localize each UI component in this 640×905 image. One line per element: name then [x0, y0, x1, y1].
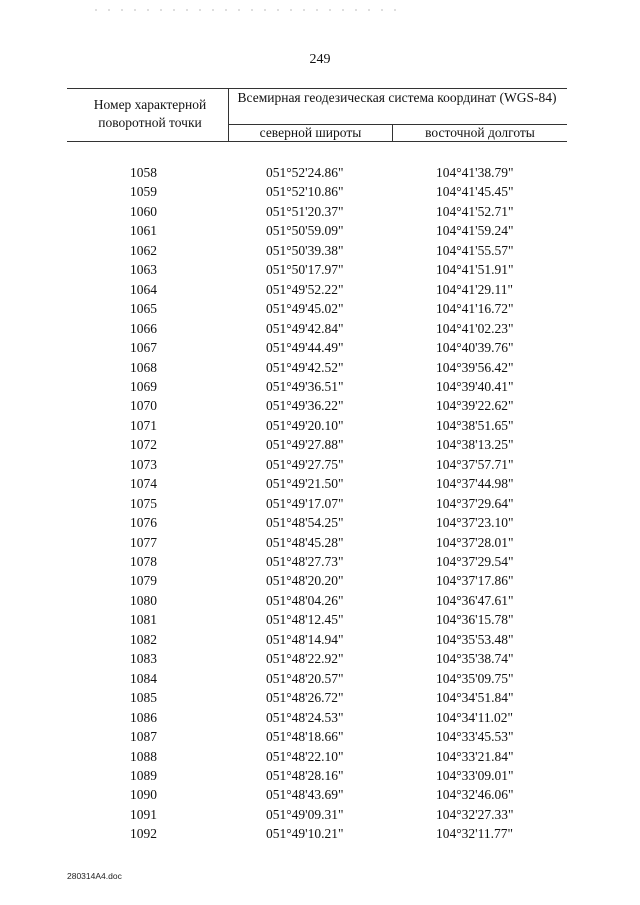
longitude-value: 104°36'47.61" [436, 592, 514, 608]
table-row [0, 649, 640, 668]
table-row [0, 338, 640, 357]
longitude-value: 104°41'59.24" [436, 223, 514, 239]
longitude-value: 104°39'56.42" [436, 359, 514, 375]
point-number: 1061 [130, 223, 157, 239]
longitude-value: 104°41'45.45" [436, 184, 514, 200]
table-row [0, 455, 640, 474]
longitude-value: 104°34'51.84" [436, 690, 514, 706]
longitude-value: 104°41'51.91" [436, 262, 514, 278]
point-number: 1075 [130, 495, 157, 511]
table-row [0, 260, 640, 279]
point-number: 1068 [130, 359, 157, 375]
longitude-value: 104°35'09.75" [436, 670, 514, 686]
point-number: 1082 [130, 631, 157, 647]
latitude-value: 051°48'54.25" [266, 515, 344, 531]
point-number: 1080 [130, 592, 157, 608]
latitude-value: 051°48'12.45" [266, 612, 344, 628]
point-number: 1086 [130, 709, 157, 725]
table-row [0, 805, 640, 824]
point-number: 1089 [130, 767, 157, 783]
point-number: 1072 [130, 437, 157, 453]
latitude-value: 051°48'22.92" [266, 651, 344, 667]
point-number: 1083 [130, 651, 157, 667]
longitude-column-header: восточной долготы [425, 125, 535, 140]
point-number: 1088 [130, 748, 157, 764]
longitude-value: 104°35'38.74" [436, 651, 514, 667]
latitude-value: 051°50'17.97" [266, 262, 344, 278]
point-column-header: Номер характерной поворотной точки [93, 97, 207, 130]
table-row [0, 766, 640, 785]
point-number: 1065 [130, 301, 157, 317]
point-number: 1073 [130, 456, 157, 472]
longitude-value: 104°33'09.01" [436, 767, 514, 783]
point-number: 1063 [130, 262, 157, 278]
table-row [0, 747, 640, 766]
point-number: 1084 [130, 670, 157, 686]
latitude-value: 051°50'59.09" [266, 223, 344, 239]
table-row [0, 533, 640, 552]
longitude-value: 104°37'29.54" [436, 554, 514, 569]
latitude-value: 051°49'17.07" [266, 495, 344, 511]
table-row [0, 202, 640, 221]
table-row [0, 669, 640, 688]
table-row [0, 163, 640, 182]
point-number: 1071 [130, 417, 157, 433]
longitude-value: 104°38'51.65" [436, 417, 514, 433]
longitude-value: 104°33'45.53" [436, 729, 514, 745]
longitude-value: 104°41'29.11" [436, 281, 513, 297]
point-number: 1074 [130, 476, 157, 492]
table-row [0, 708, 640, 727]
point-number: 1062 [130, 242, 157, 258]
table-row [0, 358, 640, 377]
table-row [0, 299, 640, 318]
latitude-value: 051°48'26.72" [266, 690, 344, 706]
table-row [0, 377, 640, 396]
table-row [0, 824, 640, 843]
point-number: 1076 [130, 515, 157, 531]
latitude-value: 051°49'09.31" [266, 806, 344, 822]
table-row [0, 319, 640, 338]
latitude-value: 051°49'36.51" [266, 378, 344, 394]
table-row [0, 513, 640, 532]
scan-speckle [95, 9, 405, 11]
table-row [0, 182, 640, 201]
latitude-value: 051°48'18.66" [266, 729, 344, 745]
longitude-value: 104°41'52.71" [436, 203, 514, 219]
latitude-value: 051°49'44.49" [266, 340, 344, 356]
latitude-value: 051°51'20.37" [266, 203, 344, 219]
point-number: 1087 [130, 729, 157, 745]
latitude-value: 051°48'20.20" [266, 573, 344, 589]
table-row [0, 435, 640, 454]
table-row [0, 416, 640, 435]
table-row [0, 474, 640, 493]
latitude-value: 051°49'42.52" [266, 359, 344, 375]
latitude-value: 051°49'45.02" [266, 301, 344, 317]
latitude-value: 051°48'28.16" [266, 767, 344, 783]
latitude-value: 051°48'45.28" [266, 534, 344, 550]
table-row [0, 688, 640, 707]
latitude-column-header: северной широты [259, 125, 362, 140]
latitude-value: 051°48'27.73" [266, 554, 344, 569]
longitude-value: 104°41'55.57" [436, 242, 514, 258]
latitude-value: 051°49'27.88" [266, 437, 344, 453]
latitude-value: 051°49'42.84" [266, 320, 344, 336]
longitude-value: 104°35'53.48" [436, 631, 514, 647]
table-row [0, 591, 640, 610]
latitude-value: 051°49'21.50" [266, 476, 344, 492]
latitude-value: 051°48'24.53" [266, 709, 344, 725]
latitude-value: 051°49'36.22" [266, 398, 344, 414]
longitude-value: 104°37'29.64" [436, 495, 514, 511]
longitude-value: 104°37'28.01" [436, 534, 514, 550]
longitude-value: 104°41'16.72" [436, 301, 514, 317]
point-number: 1092 [130, 826, 157, 842]
longitude-value: 104°38'13.25" [436, 437, 514, 453]
latitude-value: 051°49'52.22" [266, 281, 344, 297]
table-row [0, 552, 640, 571]
document-filename: 280314A4.doc [67, 871, 122, 881]
point-number: 1067 [130, 340, 157, 356]
point-number: 1081 [130, 612, 157, 628]
latitude-value: 051°52'24.86" [266, 165, 344, 180]
point-number: 1091 [130, 806, 157, 822]
longitude-value: 104°32'11.77" [436, 826, 513, 842]
longitude-value: 104°36'15.78" [436, 612, 514, 628]
table-row [0, 727, 640, 746]
longitude-value: 104°33'21.84" [436, 748, 514, 764]
table-row [0, 280, 640, 299]
point-number: 1079 [130, 573, 157, 589]
latitude-value: 051°49'20.10" [266, 417, 344, 433]
table-row [0, 630, 640, 649]
longitude-value: 104°41'38.79" [436, 165, 514, 180]
longitude-value: 104°41'02.23" [436, 320, 514, 336]
longitude-value: 104°39'22.62" [436, 398, 514, 414]
latitude-value: 051°48'14.94" [266, 631, 344, 647]
table-row [0, 785, 640, 804]
table-row [0, 571, 640, 590]
latitude-value: 051°48'43.69" [266, 787, 344, 803]
table-row [0, 396, 640, 415]
point-number: 1066 [130, 320, 157, 336]
latitude-value: 051°48'04.26" [266, 592, 344, 608]
table-row [0, 610, 640, 629]
longitude-value: 104°32'27.33" [436, 806, 514, 822]
point-number: 1078 [130, 554, 157, 569]
point-number: 1069 [130, 378, 157, 394]
coordinate-system-header: Всемирная геодезическая система координат (WGS-84) [237, 90, 557, 105]
point-number: 1070 [130, 398, 157, 414]
point-number: 1077 [130, 534, 157, 550]
longitude-value: 104°34'11.02" [436, 709, 513, 725]
latitude-value: 051°49'27.75" [266, 456, 344, 472]
point-number: 1085 [130, 690, 157, 706]
latitude-value: 051°52'10.86" [266, 184, 344, 200]
longitude-value: 104°37'23.10" [436, 515, 514, 531]
page-number: 249 [309, 52, 331, 67]
longitude-value: 104°32'46.06" [436, 787, 514, 803]
longitude-value: 104°39'40.41" [436, 378, 514, 394]
point-number: 1064 [130, 281, 157, 297]
longitude-value: 104°37'57.71" [436, 456, 514, 472]
longitude-value: 104°40'39.76" [436, 340, 514, 356]
latitude-value: 051°50'39.38" [266, 242, 344, 258]
point-number: 1058 [130, 165, 157, 180]
longitude-value: 104°37'17.86" [436, 573, 514, 589]
table-row [0, 494, 640, 513]
latitude-value: 051°48'22.10" [266, 748, 344, 764]
table-row [0, 241, 640, 260]
point-number: 1090 [130, 787, 157, 803]
point-number: 1059 [130, 184, 157, 200]
table-row [0, 221, 640, 240]
latitude-value: 051°49'10.21" [266, 826, 344, 842]
latitude-value: 051°48'20.57" [266, 670, 344, 686]
longitude-value: 104°37'44.98" [436, 476, 514, 492]
point-number: 1060 [130, 203, 157, 219]
